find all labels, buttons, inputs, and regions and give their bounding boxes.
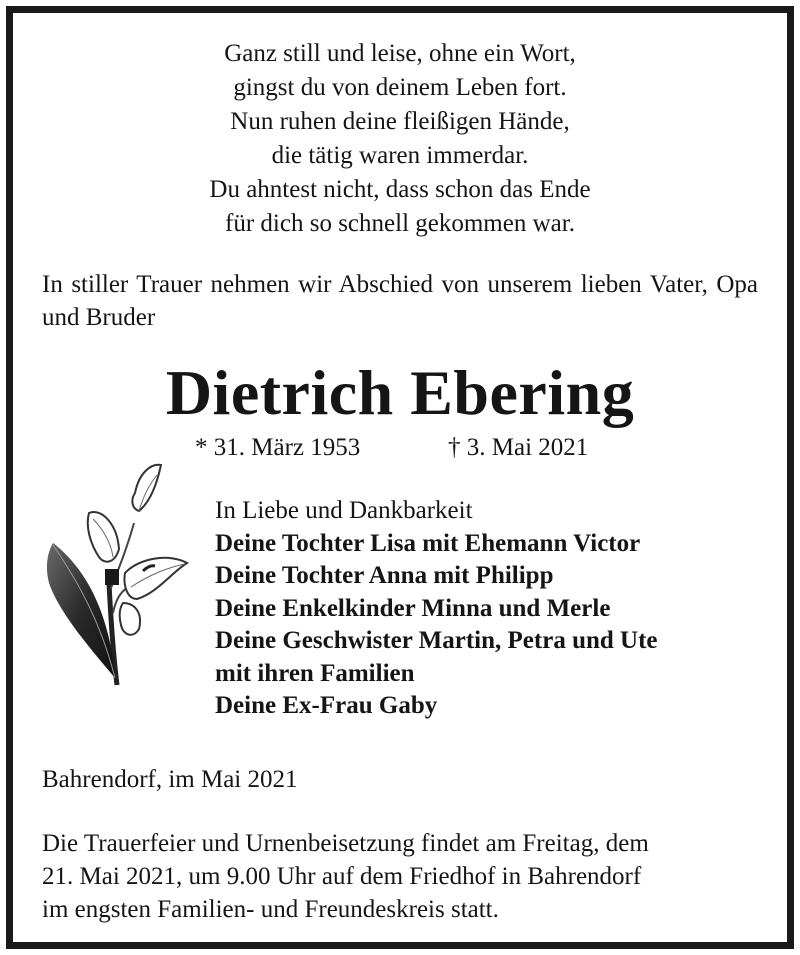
poem-line: die tätig waren immerdar.	[271, 142, 529, 169]
mourner-line: Deine Enkelkinder Minna und Merle	[215, 594, 611, 622]
obituary-frame	[6, 6, 794, 949]
mourner-line: Deine Tochter Anna mit Philipp	[215, 562, 554, 589]
mourner-line: mit ihren Familien	[215, 659, 415, 687]
deceased-name: Dietrich Ebering	[165, 357, 635, 428]
poem	[13, 37, 787, 241]
poem-line: Du ahntest nicht, dass schon das Ende	[209, 176, 591, 203]
mourner-line: Deine Ex-Frau Gaby	[215, 692, 438, 719]
service-line: Die Trauerfeier und Urnenbeisetzung findet am Freitag, dem	[42, 830, 649, 857]
obituary-content	[13, 13, 787, 942]
calla-lily-icon	[39, 453, 199, 693]
service-line: im engsten Familien- und Freundeskreis statt.	[42, 896, 499, 923]
birth-date: * 31. März 1953	[195, 434, 361, 461]
mourner-line: Deine Geschwister Martin, Petra und Ute	[215, 627, 658, 654]
mourner-line: Deine Tochter Lisa mit Ehemann Victor	[215, 529, 641, 557]
service-notice	[42, 827, 758, 926]
service-line: 21. Mai 2021, um 9.00 Uhr auf dem Friedhof in Bahrendorf	[42, 863, 642, 890]
poem-line: für dich so schnell gekommen war.	[225, 210, 575, 237]
poem-line: Ganz still und leise, ohne ein Wort,	[224, 40, 576, 67]
mourners-list	[215, 495, 658, 723]
intro-text: In stiller Trauer nehmen wir Abschied von unserem lieben Vater, Opa und Bruder	[42, 271, 758, 331]
death-date: † 3. Mai 2021	[448, 434, 589, 461]
mourners-heading: In Liebe und Dankbarkeit	[215, 497, 473, 524]
poem-line: gingst du von deinem Leben fort.	[233, 74, 567, 101]
place-date: Bahrendorf, im Mai 2021	[42, 766, 298, 793]
poem-line: Nun ruhen deine fleißigen Hände,	[230, 108, 570, 135]
